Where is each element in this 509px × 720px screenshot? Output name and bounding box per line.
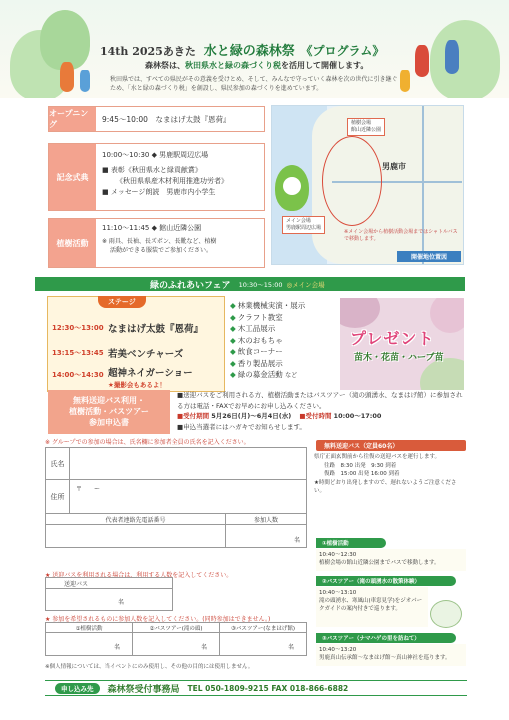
flower-decoration — [430, 298, 464, 333]
people-unit: 名 — [293, 537, 300, 544]
hours-label: ■受付時間 — [299, 412, 332, 420]
program-opening — [48, 106, 265, 132]
shuttle-return: 復路 15:00 出発 16:00 到着 — [324, 471, 400, 477]
hiker-illustration — [445, 40, 459, 74]
booth-label: 香り製品展示 — [237, 358, 283, 368]
stage-title: 超神ネイガーショー — [108, 368, 193, 379]
hiker-illustration — [60, 62, 74, 92]
people-header: 参加人数 — [253, 516, 278, 524]
application-heading: 無料送迎バス利用・ 植樹活動・バスツアー 参加申込書 — [48, 390, 170, 434]
option-tour-spring-box — [316, 587, 428, 627]
office-contact: TEL 050-1809-9215 FAX 018-866-6882 — [187, 683, 349, 693]
option-planting-box — [316, 549, 466, 571]
bus-count-table — [45, 577, 173, 611]
intro-headline — [145, 60, 368, 71]
map-caption: 開催地位置図 — [397, 251, 461, 262]
stage-title: なまはげ太鼓『恩荷』 — [108, 324, 204, 335]
stage-badge: ステージ — [98, 296, 146, 308]
program-line: ※ 雨具、長袖、長ズボン、長靴など、植樹 — [102, 238, 217, 245]
bullet-icon: ◆ — [230, 335, 236, 345]
list-item — [230, 369, 305, 382]
program-ceremony — [48, 143, 265, 211]
stage-title: 若美ベンチャーズ — [108, 349, 184, 360]
application-instructions — [177, 390, 467, 432]
name-label: 氏名 — [46, 448, 70, 479]
phone-header: 代表者連絡先電話番号 — [46, 514, 226, 524]
booth-label: 木のおもちゃ — [237, 335, 283, 345]
hiker-illustration — [400, 70, 410, 92]
fair-title: 緑のふれあいフェア — [150, 280, 231, 291]
activity-header-tour-spring: ②バスツアー(滝の頭) — [133, 623, 220, 632]
stage-photo-note: ★撮影会もあるよ！ — [108, 381, 166, 389]
activity-header-planting: ①植樹活動 — [46, 623, 133, 632]
program-label: 記念式典 — [49, 144, 96, 210]
booth-suffix: など — [285, 372, 298, 379]
activity-field-planting[interactable] — [46, 633, 133, 655]
event-name: 水と緑の森林祭 — [203, 44, 295, 59]
activity-header-row — [46, 623, 306, 633]
option-tour-namahage-box — [316, 644, 466, 666]
header-banner — [0, 0, 509, 98]
shuttle-bus-details — [314, 453, 466, 496]
stage-panel — [47, 296, 225, 392]
stage-item — [52, 368, 193, 380]
list-item — [230, 346, 305, 358]
stage-time: 14:00〜14:30 — [52, 371, 104, 379]
program-line: 11:10〜11:45 ◆ 館山近隣公園 — [102, 224, 202, 232]
intro-prefix: 森林祭は、 — [145, 61, 185, 70]
hours-value: 10:00〜17:00 — [333, 412, 382, 420]
privacy-note: ※個人情報については、当イベントにのみ使用し、その他の目的には使用しません。 — [45, 664, 254, 670]
shuttle-note: ★時間どおり出発しますので、遅れないようご注意ください。 — [314, 479, 457, 494]
event-title — [100, 40, 384, 59]
bullet-icon: ◆ — [230, 312, 236, 322]
present-panel — [340, 298, 464, 390]
bullet-icon: ◆ — [230, 370, 236, 379]
mascot-illustration — [275, 165, 309, 211]
option-desc: 植樹会場の館山近隣公園までバスで移動します。 — [319, 560, 440, 566]
hiker-illustration — [415, 45, 429, 77]
program-content — [102, 150, 260, 198]
list-item — [230, 335, 305, 347]
tree-decoration — [40, 10, 90, 70]
bullet-icon: ◆ — [230, 324, 236, 333]
booth-list — [230, 300, 305, 382]
activity-input-row — [46, 633, 306, 655]
booth-label: 木工品展示 — [237, 324, 276, 333]
option-tour-spring-header: ②バスツアー（滝の頭湧水の散策体験） — [316, 576, 456, 586]
map-city-label: 男鹿市 — [382, 162, 406, 171]
phone-field[interactable] — [46, 525, 226, 547]
contact-footer — [45, 680, 467, 696]
contact-input-row — [46, 525, 306, 547]
bus-count-note: ★ 送迎バスを利用される場合は、利用する人数を記入してください。 — [45, 572, 233, 579]
shuttle-bus-desc: 県庁正面玄関前から往復の送迎バスを運行します。 — [314, 454, 441, 460]
present-title: プレゼント — [350, 329, 435, 348]
program-label: 植樹活動 — [49, 219, 96, 267]
program-content — [102, 223, 260, 255]
activity-unit: 名 — [287, 644, 294, 651]
fair-banner — [35, 277, 465, 291]
stage-item — [52, 348, 184, 360]
intro-tax-name: 秋田県水と緑の森づくり税 — [185, 61, 281, 70]
address-field[interactable] — [70, 480, 306, 513]
activity-header-tour-namahage: ③バスツアー(なまはげ館) — [230, 625, 296, 632]
stage-time: 12:30〜13:00 — [52, 324, 104, 332]
flower-decoration — [340, 298, 380, 328]
activity-field-tour-namahage[interactable] — [220, 633, 306, 655]
booth-label: 飲食コーナー — [237, 347, 283, 356]
booth-label: クラフト教室 — [237, 312, 283, 322]
instruction-line: ■送迎バスをご利用される方、植樹活動またはバスツアー（滝の頭湧水、なまはげ館）に参加される方は電話・FAXでお早めにお申し込みください。 — [177, 391, 463, 410]
hiker-illustration — [80, 70, 90, 92]
map-planting-venue-tag: 植樹会場 館山近隣公園 — [347, 118, 385, 136]
intro-body: 秋田県では、すべての県民がその意義を受けとめ、そして、みんなで守っていく森林を次の世代に引き継ぐため、「水と緑の森づくり税」を創設し、県民参加の森づくりを進めています。 — [110, 76, 398, 92]
geopark-logo — [430, 600, 462, 628]
program-line: ■ メッセージ朗読 男鹿市内小学生 — [102, 188, 216, 196]
contact-header-row — [46, 514, 306, 525]
list-item — [230, 358, 305, 370]
address-label: 住所 — [46, 480, 70, 513]
contact-header — [46, 514, 306, 524]
option-desc: 男鹿真山伝承館〜なまはげ館〜真山神社を巡ります。 — [319, 655, 451, 661]
bus-count-header: 送迎バス — [46, 578, 172, 589]
office-name: 森林祭受付事務局 — [107, 684, 180, 695]
period-label: ■受付期間 — [177, 412, 210, 420]
fair-time: 10:30〜15:00 — [238, 280, 283, 289]
map-shuttle-note: ※メイン会場から植樹活動会場まではシャトルバスで移動します。 — [344, 229, 458, 242]
activity-unit: 名 — [113, 644, 120, 651]
bullet-icon: ◆ — [230, 358, 236, 368]
instruction-line: ■申込当選者にはハガキでお知らせします。 — [177, 422, 306, 431]
option-tour-namahage-header: ③バスツアー（ナマハゲの里を訪ねて） — [316, 633, 456, 643]
option-time: 10:40〜13:20 — [319, 647, 357, 653]
tree-decoration — [430, 20, 500, 98]
stage-item — [52, 323, 204, 335]
activity-note: ★ 参加を希望されるものに参加人数を記入してください。(同時参加はできません。) — [45, 616, 271, 623]
event-edition: 14th 2025あきた — [100, 45, 196, 58]
fair-venue: ◎メイン会場 — [286, 280, 325, 289]
shuttle-bus-header: 無料送迎バス（定員60名） — [316, 440, 466, 451]
list-item — [230, 312, 305, 324]
booth-label: 緑の募金活動 — [237, 370, 283, 379]
program-line: 活動ができる服装でご参加ください。 — [110, 247, 213, 254]
people-field[interactable] — [226, 525, 306, 547]
application-form — [45, 447, 307, 548]
apply-to-badge: 申し込み先 — [55, 683, 100, 694]
map-main-venue-tag: メイン会場 男鹿駅周辺広場 — [282, 216, 325, 234]
fair-time-venue — [239, 280, 325, 289]
intro-suffix: を活用して開催します。 — [281, 61, 369, 70]
activity-field-tour-spring[interactable] — [133, 633, 220, 655]
program-line: 10:00〜10:30 ◆ 男鹿駅周辺広場 — [102, 151, 209, 159]
bullet-icon: ◆ — [230, 347, 236, 356]
shuttle-outbound: 往路 8:30 出発 9:30 到着 — [324, 462, 397, 469]
address-row — [46, 480, 306, 514]
period-value: 5月26日(月)〜6月4日(水) — [211, 412, 292, 420]
list-item — [230, 323, 305, 335]
present-items: 苗木・花苗・ハーブ苗 — [354, 353, 444, 363]
name-row — [46, 448, 306, 480]
instruction-period — [177, 411, 467, 422]
program-label: オープニング — [49, 107, 96, 131]
program-line: 《秋田県県産木材利用推進功労者》 — [116, 177, 228, 185]
name-field[interactable] — [70, 448, 306, 479]
group-note: ※ グループでの参加の場合は、氏名欄に参加者全員の氏名を記入ください。 — [45, 439, 250, 446]
program-planting — [48, 218, 265, 268]
booth-label: 林業機械実演・展示 — [237, 301, 306, 310]
stage-time: 13:15〜13:45 — [52, 349, 104, 357]
activity-table — [45, 622, 307, 656]
program-line: 9:45〜10:00 なまはげ太鼓『恩荷』 — [102, 115, 231, 124]
bus-count-unit: 名 — [118, 599, 125, 606]
option-time: 10:40〜12:30 — [319, 552, 357, 558]
activity-unit: 名 — [200, 644, 207, 651]
program-content — [102, 114, 260, 125]
list-item — [230, 300, 305, 312]
option-desc: 滝の頭湧水、寒風山(車窓見学)をジオパークガイドの案内付きで巡ります。 — [319, 598, 423, 612]
bus-count-field[interactable] — [46, 589, 172, 610]
option-time: 10:40〜13:10 — [319, 590, 357, 596]
map-route — [322, 136, 382, 226]
postal-mark: 〒 ー — [76, 486, 101, 493]
program-label: 《プログラム》 — [300, 44, 385, 58]
program-line: ■ 表彰《秋田県水と緑貢献賞》 — [102, 166, 202, 174]
bullet-icon: ◆ — [230, 301, 236, 310]
option-planting-header: ①植樹活動 — [316, 538, 386, 548]
